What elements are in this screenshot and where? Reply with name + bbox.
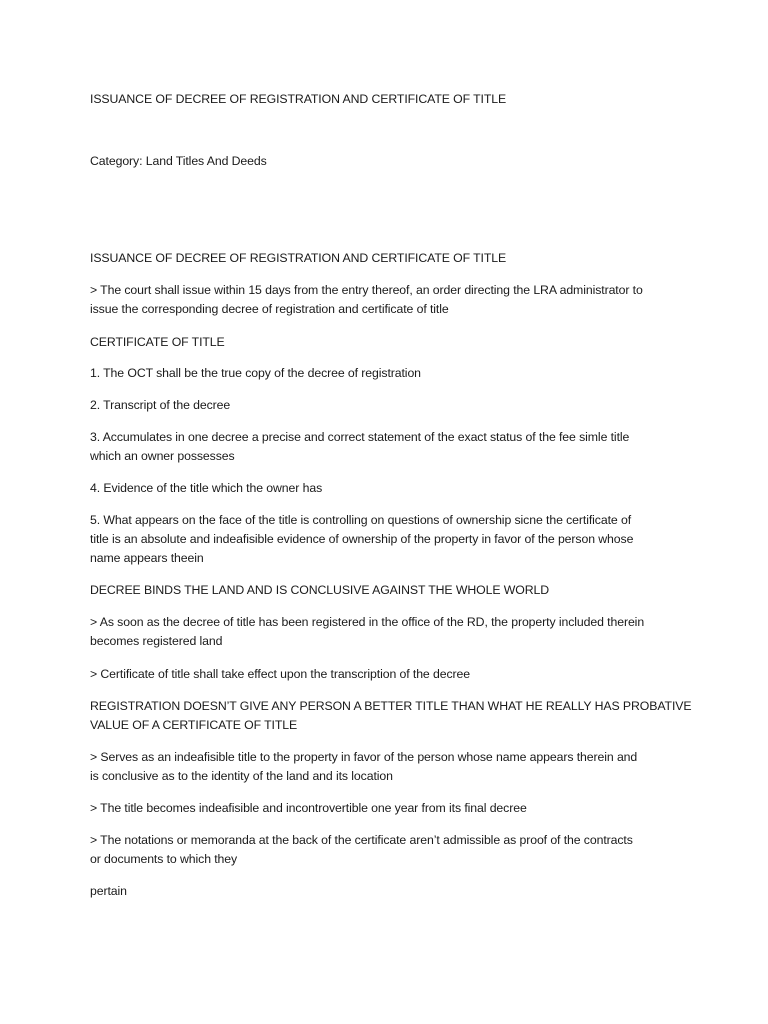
paragraph-line: > The notations or memoranda at the back of the certificate aren’t admissible as proof of the contracts [90,833,633,847]
list-item: 3. Accumulates in one decree a precise and correct statement of the exact status of the fee simle title [90,430,630,444]
list-item-continued: name appears theein [90,551,204,565]
paragraph-line: > As soon as the decree of title has been registered in the office of the RD, the property included therein [90,615,645,629]
document-category: Category: Land Titles And Deeds [90,154,267,168]
paragraph-line: pertain [90,884,127,898]
paragraph-line: issue the corresponding decree of registration and certificate of title [90,302,449,316]
list-item: 5. What appears on the face of the title is controlling on questions of ownership sicne the certificate of [90,513,632,527]
section-heading-registration: REGISTRATION DOESN’T GIVE ANY PERSON A BETTER TITLE THAN WHAT HE REALLY HAS PROBATIVE [90,699,692,713]
list-item-continued: which an owner possesses [90,449,235,463]
list-item: 2. Transcript of the decree [90,398,231,412]
section-heading-decree: DECREE BINDS THE LAND AND IS CONCLUSIVE AGAINST THE WHOLE WORLD [90,583,550,597]
section-heading-registration-continued: VALUE OF A CERTIFICATE OF TITLE [90,718,298,732]
document-title: ISSUANCE OF DECREE OF REGISTRATION AND CERTIFICATE OF TITLE [90,92,507,106]
list-item: 4. Evidence of the title which the owner has [90,481,323,495]
paragraph-line: > The court shall issue within 15 days from the entry thereof, an order directing the LRA administrator to [90,283,643,297]
paragraph-line: becomes registered land [90,634,223,648]
paragraph-line: > Certificate of title shall take effect upon the transcription of the decree [90,667,470,681]
section-heading-certificate: CERTIFICATE OF TITLE [90,335,225,349]
paragraph-line: > Serves as an indeafisible title to the property in favor of the person whose name appears therein and [90,750,638,764]
paragraph-line: is conclusive as to the identity of the land and its location [90,769,393,783]
paragraph-line: > The title becomes indeafisible and incontrovertible one year from its final decree [90,801,527,815]
list-item-continued: title is an absolute and indeafisible evidence of ownership of the property in favor of the person whose [90,532,634,546]
paragraph-line: or documents to which they [90,852,238,866]
section-heading-issuance: ISSUANCE OF DECREE OF REGISTRATION AND CERTIFICATE OF TITLE [90,251,507,265]
list-item: 1. The OCT shall be the true copy of the decree of registration [90,366,421,380]
